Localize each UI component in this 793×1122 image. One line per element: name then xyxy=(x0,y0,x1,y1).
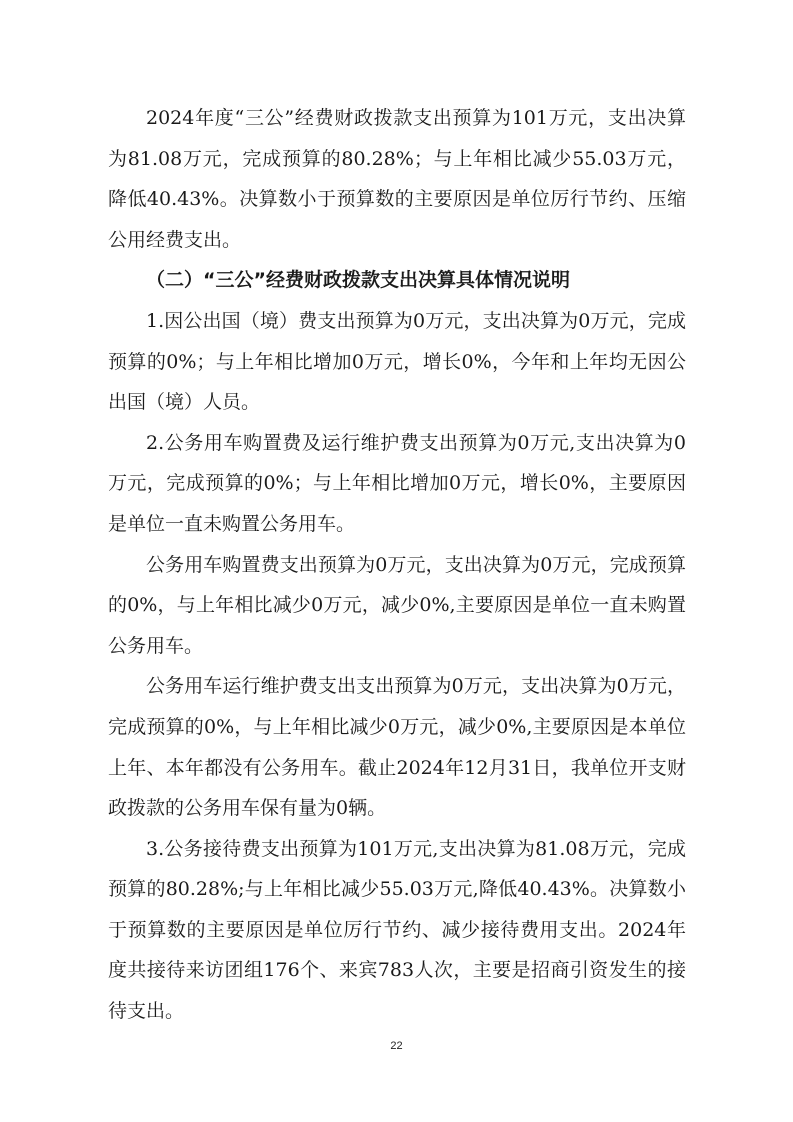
paragraph-vehicle-operation: 公务用车运行维护费支出支出预算为0万元，支出决算为0万元，完成预算的0%，与上年相比减少0万元，减少0%,主要原因是本单位上年、本年都没有公务用车。截止2024年12月31日，我单位开支财政拨款的公务用车保有量为0辆。 xyxy=(108,675,686,820)
paragraph-reception-expenses: 3.公务接待费支出预算为101万元,支出决算为81.08万元，完成预算的80.28%;与上年相比减少55.03万元,降低40.43%。决算数小于预算数的主要原因是单位厉行节约、减少接待费用支出。2024年度共接待来访团组176个、来宾783人次，主要是招商引资发生的接待支出。 xyxy=(108,837,686,1023)
section-heading: （二）“三公”经费财政拨款支出决算具体情况说明 xyxy=(146,269,570,292)
paragraph-three-public-summary: 2024年度“三公”经费财政拨款支出预算为101万元，支出决算为81.08万元，完成预算的80.28%；与上年相比减少55.03万元，降低40.43%。决算数小于预算数的主要原因是单位厉行节约、压缩公用经费支出。 xyxy=(108,107,686,251)
paragraph-overseas-expenses: 1.因公出国（境）费支出预算为0万元，支出决算为0万元，完成预算的0%；与上年相比增加0万元，增长0%，今年和上年均无因公出国（境）人员。 xyxy=(108,309,686,414)
paragraph-vehicle-total: 2.公务用车购置费及运行维护费支出预算为0万元,支出决算为0万元，完成预算的0%；与上年相比增加0万元，增长0%，主要原因是单位一直未购置公务用车。 xyxy=(108,431,686,535)
page-number: 22 xyxy=(390,1040,403,1052)
document-body xyxy=(108,98,686,1032)
paragraph-vehicle-purchase: 公务用车购置费支出预算为0万元，支出决算为0万元，完成预算的0%，与上年相比减少0万元，减少0%,主要原因是单位一直未购置公务用车。 xyxy=(108,553,686,657)
